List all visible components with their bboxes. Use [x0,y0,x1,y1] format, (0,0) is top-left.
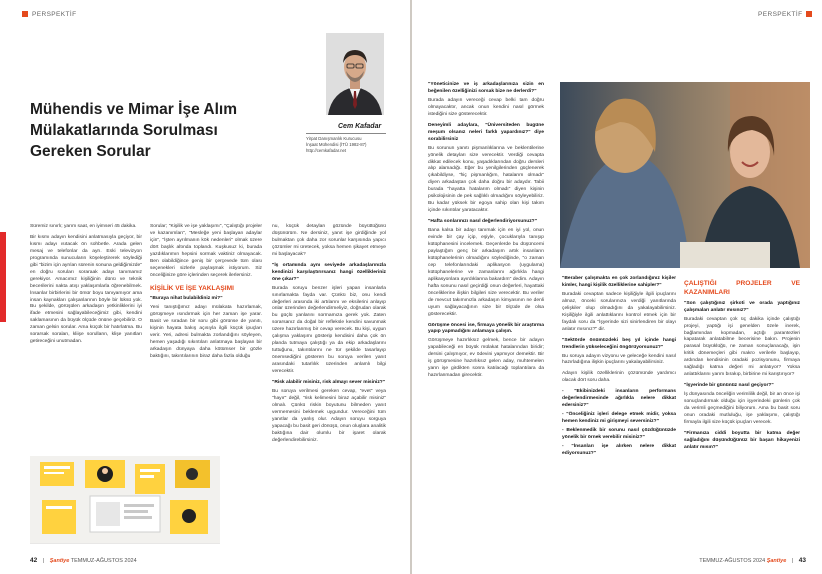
paragraph: Süremiz sınırlı; yarım saat, en iyimseri 45 dakika. [30,224,137,229]
right-page [412,0,822,574]
section-heading: KİŞİLİK VE İŞE YAKLAŞIMI [150,284,234,292]
column-5 [562,276,676,460]
question: Görüşme öncesi ise, firmaya yönelik bir araştırma yapıp yapmadığını anlamaya çalışın. [428,322,544,335]
interview-photo [560,82,810,268]
column-2 [150,224,262,365]
question: "Hafta sonlarınızı nasıl değerlendiriyorsunuz?" [428,219,537,225]
paragraph: Bu sorunun yanıtı pişmanlıklarına ve beklentilerine yönelik detayları size verecektir. Verdiği cevapta dikkat edilecek konu, yaşadıklarından doğru dersleri alıp alamadığı. Eğer bu yenilgilerinden güçlenerek çıkabildiyse, "hiç pişmanlığım, hatalarım olmadı" diyen arkadaştan çok daha doğru bir adaydır. Tabii burada "hayatta hatalarım olmadı" diyen kişinin psikolojisinin de pek sağlıklı olmadığını söyleyebiliriz. Bu kadar yüksek bir egoya sahip olan kişi takım içinde sıkıntılar yaratacaktır. [428,145,544,214]
question: "Firmanıza ciddi boyutta bir katma değer sağladığını düşündüğünüz bir başarı hikayenizi anlatır mısın?" [684,430,800,450]
paragraph: Buradaki cevaptan sadece kişiliğiyle ilgili ipuçlarını almaz, önceki sorularınıza verdiği yanıtlarında çelişkiler olup olmadığını da yakalayabilirsiniz. Kişiliğiyle ilgili anlattıklarını kontrol etmek için bir faydalı soru da "İşyerinde sizi sinirlendiren bir olayı anlatır mısınız?" dir. [562,291,676,332]
paragraph: nu, küçük detayları gözünde büyüttüğünü düşünürüm. Ne dersiniz, yanıt işe girdiğinde yol bulmaktan çok daha zor sorunlar karşısında yapıcı çözümler mi üretecek, yoksa hemen şikayet etmeye mi başlayacak? [272,224,386,257]
paragraph: Adayın kişilik özelliklerinin çözümünde yardımcı olacak dört soru daha. [562,371,676,384]
section-heading: ÇALIŞTIĞI PROJELER VE KAZANIMLARI [684,280,800,297]
bullet-question: - Beklenmedik bir sorunu nasıl çözdüğünüzde yönelik bir örnek verebilir misiniz?" [562,428,676,441]
question: Deneyimli adaylara, "Üniversiteden bugüne meşum olsanız neleri farklı yapardınız?" diye sorabilirsiniz [428,122,544,142]
bullet-question: - "Önceliğiniz işleri delege etmek midir, yoksa hemen kendiniz mi girişmeyi seversiniz?" [562,412,676,425]
paragraph: Buradaki cevaptan çok üç dakika içinde çalıştığı projeyi, yaptığı işi genelden özele inerek, bağlamından kopmadan, açtığı parantezleri kapatarak anlatabilme becerisine bakın. Projenin parasal büyüklüğü, ne zaman sonuçlanacağı, işin kritik dönemeçleri gibi makro verilerle başlayıp, ardından kendisinin oradaki pozisyonunu, firmaya sağladığı katma değeri mi anlatıyor? Yoksa anlattıklarını yarım bırakıp, birbirine mi karıştırıyor? [684,316,800,378]
column-6 [684,276,800,454]
paragraph: İş dünyasında önceliğin verimlilik değil, bir an önce işi sonuçlandırmak olduğu için işyerindeki günlerin çok da verimli geçmediğini biliyorum. Ama bu basit soru onun oradaki mutluluğu, işe yaklaşımı, çalıştığı firmayla ilgili size küçük ipuçları verecek. [684,392,800,425]
footer-right: TEMMUZ-AĞUSTOS 2024 Şantiye | 43 [699,557,806,564]
author-photo [326,33,384,115]
paragraph: Bana kalsa bir adayı tanımak için en iyi yol, onun evinde bir çay içip, eşiyle, çocuklarıyla tanışıp kütüphanesini incelemek. Geçenlerde bu düşüncemi paylaştığım genç bir arkadaşım artık insanların kütüphanelerinin olmadığını söylediğinde, "o zaman cep telefonlarındaki aplikasyon (uygulama) kütüphanelerine ve zamanlarını ağırlıkla hangi aplikasyonlara ayırdıklarına bakardım" dedim. Adayın hafta sonunu nasıl geçirdiği onun değerleri, hayattaki önceliklerine ilişkin bilgileri size verecektir. Bu veriler de mevcut takımınızla arkadaşın kimyasının ne denli uyum sağlayacağının size bir ölçüde de olsa gösterecektir. [428,228,544,317]
section-label-left: PERSPEKTİF [22,11,76,18]
author-info: Yirpat Danışmanlık Kurucusu İnşaat Mühendisi (İTÜ 1982-87) http://cemkafadar.net [306,136,367,154]
question: "Sektörde önümüzdeki beş yıl içinde hangi trendlerin yükseleceğini öngörüyorsunuz?" [562,337,676,350]
column-3 [272,224,386,449]
illustration [30,456,220,544]
paragraph: Sorular; "Kişilik ve işe yaklaşımı", "Çalıştığı projeler ve kazanımları", "Mesleğe yeni başlayan adaylar için", "İşten ayrılmanın kök nedenleri" olmak üzere dört başlık altında toplandı. Kuşkusuz ki, burada yazdıklarımın hepsini sormak vaktiniz olmayacak. Ben olabildiğince geniş bir çerçevede tüm olası seçenekleri sizlerle paylaşmak istiyorum. Siz önceliğinize göre içlerinden seçerek ilerlersiniz. [150,224,262,278]
question: "Buraya nihat bulabildiniz mi?" [150,295,223,301]
red-edge-marker [0,232,6,322]
paragraph: Yeni tanıştığımız adayı mülakata hazırlamak, görüşmeye ısındırmak için her zaman işe yarar. Basit ve sıradan bir soru gibi görünse de yanıtı, kişinin hayata bakış açısıyla ilgili küçük ipuçları verir. Yeri, adresi bulmakta zorlandığını söyleyen, hemen yaşadığı sıkıntıları anlatmaya başlayan bir arkadaşın dünyaya daha kötümser bir gözle baktığını, takıntılarının biraz daha fazla olduğu [150,304,262,359]
column-1 [30,224,142,350]
paragraph: Bu soruya verilmesi gereken cevap, "evet" veya "hayır" değil, "risk kelimesini biraz açabilir misiniz" olmalı. Çünkü riskin boyutunu bilmeden yanıt vermemesini beklemek uygundur. Vereceğini tüm yanıtlar da yanlış olur. Adayın soruyu sorguya yapacağı bu basit geri dönüşü, onun oluşlara analitik baktığına dair olumlu bir işaret olarak değerlendirebilirsiniz. [272,388,386,443]
left-page [0,0,410,574]
author-name: Cem Kafadar [338,123,382,130]
section-marker [806,11,812,17]
section-marker [22,11,28,17]
question: "Yöneticinize ve iş arkadaşlarınıza sizin en beğenilen özelliğinizi sorsak bize ne derlerdi?" [428,82,544,94]
question: "İşyerinde bir gününüz nasıl geçiyor?" [684,383,774,389]
paragraph: Bir kısmı adayın kendisini anlatmasıyla geçiyor, bir kısmı adayı ısıtacak ön sohbetle. Arada gelen mesaj ve telefonlar da ayrı. Eski televizyon programında sunucuların köşeleştirerek söylediği gibi "bizim için ayrılan sürenin sonuna geldiğimizde" en doğru soruları soraraak adayı tanımamız gerekiyor. Amacımız kişiliğinin dünü ve teknik becerilerini nakta atışı yaklaşımlarla öğrenebilmek. İnsanlar birbirlerini bir ömür boyu tanıyamıyor ama insan kaynakları çalışanlarının böyle bir lüksü yok. Bu şekilde, görüşülen arkadaşın yetkinliklerini iyi ifade etmesini sağlayabileceğimiz gibi, kendini saklamasının da büyük ölçüde önüne geçebiliriz. O zaman gelsin sorular. Ama küçük bir hatırlatma. Bu sorarsak soraları, kliişe sorulların, klişe yanıtları getireceğini unutmadan. [30,234,142,345]
paragraph: Bu soruya adayın vizyonu ve geleceğe kendini nasıl hazırladığına ilişkin ipuçlarını yakalayabilirsiniz. [562,353,676,366]
author-divider [306,133,386,134]
question: "İş ortamında aynı seviyede arkadaşlarınızla kendinizi karşılaştırırsanız hangi özellikleriniz öne çıkar?" [272,262,386,282]
column-4 [428,82,544,384]
footer-left: 42 | Şantiye TEMMUZ-AĞUSTOS 2024 [30,557,137,564]
bullet-question: - "İnsanları işe alırken nelere dikkat ediyorsunuz?" [562,444,676,456]
paragraph: Burada soruyu benzer işleri yapan insanlarla sınırlamakta fayda var. Çünkü biz, onu kendi değerleri arasında iki artılarını ve eksilerini anlayıp onlar üzerinden değerlendirmeliyiz, doğrudan olarak bu güçlü yanlarını sormamıza gerek yok. Zaten sorarsanız da doğal bir refleksle kendini savunmak üzere hazırlanmış bir cevap verecek. Bu kişi, uygun çalışma yaklaşımı gösterip kendisini daha çok ön planda tutmaya çalıştığı ya da ekip arkadaşlarını tuttuğunu, takıntılarını ne tür şekilde tasarlayıp önemsediğini gösteren bu soruya verilen yanıt arasındaki tutarlılık üzerinden anlamlı bilgi verecektir. [272,285,386,375]
paragraph: Görüşmeye hazırlıksız gelmek, bence bir adayın yapabileceği en büyük mülakat hatalarından biridir; dersini çalışmıyor, ev ödevini yapmıyor demektir. Bir iş görüşmesine hazırlıksız gelen aday, muhtemelen yarın işe girdikten sonra katılacağı toplantılara da hazırlanmadan girecektir. [428,338,544,379]
paragraph: Burada adayın vereceği cevap belki tam doğru olmayacaktır, ancak onun kendini nasıl görmek istediğini size gösterecektir. [428,97,544,117]
question: "Beraber çalışmakta en çok zorlandığınız kişiler kimler, hangi kişilik özelliklerine sahipler?" [562,276,676,288]
question: "Son çalıştığınız şirkoti ve orada yaptığınız çalışmaları anlatır mısınız?" [684,300,800,313]
article-title: Mühendis ve Mimar İşe Alım Mülakatlarında Sorulması Gereken Sorular [30,101,238,160]
question: "Risk alabilir misiniz, risk almayı sever misiniz?" [272,380,386,386]
bullet-question: - "Ekibinizdeki insanların performans değerlendirmesinde ağırlıkla nelere dikkat edersiniz?" [562,389,676,409]
section-label-right: PERSPEKTİF [758,11,812,18]
